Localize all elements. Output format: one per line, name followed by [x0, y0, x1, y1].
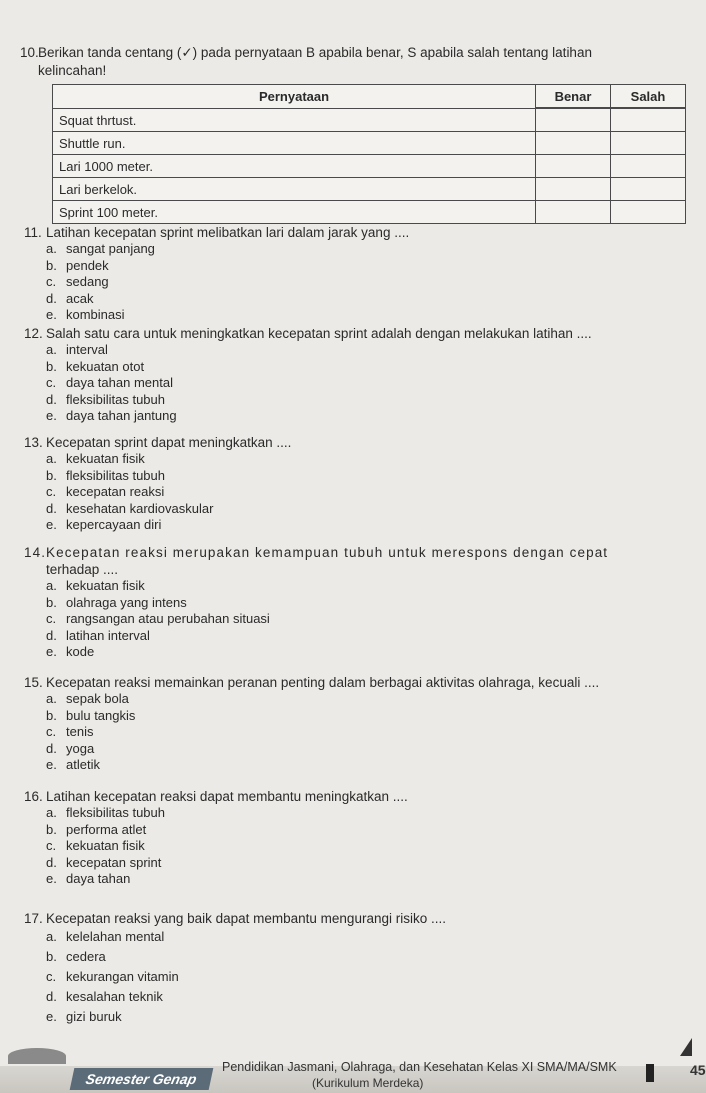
option-a[interactable]: a. interval [46, 342, 108, 357]
question-13 [24, 434, 700, 534]
check-cell-true[interactable] [536, 109, 611, 132]
option-e[interactable]: e. kode [46, 644, 95, 660]
question-12 [24, 325, 700, 425]
option-d[interactable]: d. fleksibilitas tubuh [46, 391, 165, 407]
statement-cell: Sprint 100 meter. [53, 201, 536, 224]
question-text: Latihan kecepatan sprint melibatkan lari dalam jarak yang .... [46, 225, 410, 240]
question-11 [24, 224, 700, 324]
option-list [46, 805, 700, 888]
option-c[interactable]: c. tenis [46, 724, 94, 740]
option-c[interactable]: c. kekurangan vitamin [46, 969, 179, 984]
question-14 [24, 544, 700, 661]
option-b[interactable]: b. fleksibilitas tubuh [46, 467, 165, 483]
option-e[interactable]: e. gizi buruk [46, 1009, 122, 1024]
option-a[interactable]: a. sangat panjang [46, 241, 155, 256]
page-footer [0, 1038, 706, 1093]
check-cell-true[interactable] [536, 178, 611, 201]
question-15 [24, 674, 700, 774]
option-b[interactable]: b. cedera [46, 949, 106, 964]
question-number: 11. [24, 225, 42, 240]
check-cell-false[interactable] [611, 155, 686, 178]
question-text: Kecepatan reaksi merupakan kemampuan tubuh untuk merespons dengan cepat [46, 545, 609, 560]
option-list [46, 691, 700, 774]
question-number: 14. [24, 545, 47, 560]
option-d[interactable]: d. yoga [46, 740, 95, 756]
option-c[interactable]: c. rangsangan atau perubahan situasi [46, 611, 270, 627]
page-number: 45 [690, 1062, 706, 1078]
option-e[interactable]: e. kombinasi [46, 307, 125, 323]
statement-table [52, 84, 686, 224]
question-text: Latihan kecepatan reaksi dapat membantu meningkatkan .... [46, 789, 408, 804]
option-a[interactable]: a. kekuatan fisik [46, 578, 145, 593]
question-text: Berikan tanda centang (✓) pada pernyataan B apabila benar, S apabila salah tentang latihan [38, 45, 592, 60]
option-c[interactable]: c. sedang [46, 274, 109, 290]
table-row [53, 132, 686, 155]
book-title: Pendidikan Jasmani, Olahraga, dan Kesehatan Kelas XI SMA/MA/SMK [222, 1060, 617, 1074]
option-list [46, 927, 700, 1027]
statement-cell: Shuttle run. [53, 132, 536, 155]
question-text-cont: terhadap .... [46, 562, 119, 577]
curriculum-label: (Kurikulum Merdeka) [312, 1076, 424, 1090]
option-d[interactable]: d. kecepatan sprint [46, 854, 162, 870]
statement-cell: Lari berkelok. [53, 178, 536, 201]
table-row [53, 178, 686, 201]
option-b[interactable]: b. olahraga yang intens [46, 594, 187, 610]
option-b[interactable]: b. kekuatan otot [46, 358, 145, 374]
question-text: Salah satu cara untuk meningkatkan kecepatan sprint adalah dengan melakukan latihan .... [46, 326, 592, 341]
question-number: 16. [24, 789, 43, 804]
check-cell-false[interactable] [611, 201, 686, 224]
option-d[interactable]: d. kesalahan teknik [46, 989, 163, 1004]
option-list [46, 241, 700, 324]
check-cell-false[interactable] [611, 178, 686, 201]
option-b[interactable]: b. bulu tangkis [46, 707, 136, 723]
question-number: 17. [24, 911, 43, 926]
statement-cell: Squat thrtust. [53, 109, 536, 132]
table-row [53, 109, 686, 132]
question-10 [20, 44, 698, 80]
question-text: Kecepatan reaksi memainkan peranan penting dalam berbagai aktivitas olahraga, kecuali .... [46, 675, 600, 690]
option-list [46, 342, 700, 425]
option-d[interactable]: d. latihan interval [46, 627, 150, 643]
check-cell-true[interactable] [536, 155, 611, 178]
question-number: 12. [24, 326, 43, 341]
option-list [46, 578, 700, 661]
option-e[interactable]: e. daya tahan jantung [46, 408, 177, 424]
question-number: 10. [20, 45, 39, 60]
option-a[interactable]: a. fleksibilitas tubuh [46, 805, 165, 820]
question-16 [24, 788, 700, 888]
question-number: 13. [24, 435, 43, 450]
table-row [53, 155, 686, 178]
semester-badge: Semester Genap [70, 1068, 213, 1090]
option-e[interactable]: e. kepercayaan diri [46, 517, 162, 533]
option-c[interactable]: c. kekuatan fisik [46, 838, 145, 854]
option-b[interactable]: b. pendek [46, 257, 109, 273]
page-marker-icon [646, 1064, 654, 1082]
option-e[interactable]: e. atletik [46, 757, 100, 773]
check-cell-true[interactable] [536, 201, 611, 224]
question-text: Kecepatan sprint dapat meningkatkan .... [46, 435, 292, 450]
option-a[interactable]: a. kekuatan fisik [46, 451, 145, 466]
question-text-cont: kelincahan! [38, 63, 107, 78]
header-statement: Pernyataan [53, 85, 536, 109]
question-text: Kecepatan reaksi yang baik dapat membantu mengurangi risiko .... [46, 911, 446, 926]
header-true: Benar [536, 85, 611, 108]
option-a[interactable]: a. sepak bola [46, 691, 129, 706]
option-d[interactable]: d. acak [46, 290, 94, 306]
table-row [53, 201, 686, 224]
option-c[interactable]: c. daya tahan mental [46, 375, 173, 391]
option-d[interactable]: d. kesehatan kardiovaskular [46, 500, 214, 516]
leaf-decoration-icon [8, 1048, 66, 1064]
check-cell-false[interactable] [611, 132, 686, 155]
check-cell-true[interactable] [536, 132, 611, 155]
statement-cell: Lari 1000 meter. [53, 155, 536, 178]
header-false: Salah [611, 85, 686, 108]
option-c[interactable]: c. kecepatan reaksi [46, 484, 165, 500]
corner-triangle-icon [680, 1038, 692, 1056]
check-cell-false[interactable] [611, 109, 686, 132]
question-17 [24, 910, 700, 1027]
option-b[interactable]: b. performa atlet [46, 821, 147, 837]
question-number: 15. [24, 675, 43, 690]
option-a[interactable]: a. kelelahan mental [46, 929, 165, 944]
option-e[interactable]: e. daya tahan [46, 871, 131, 887]
option-list [46, 451, 700, 534]
